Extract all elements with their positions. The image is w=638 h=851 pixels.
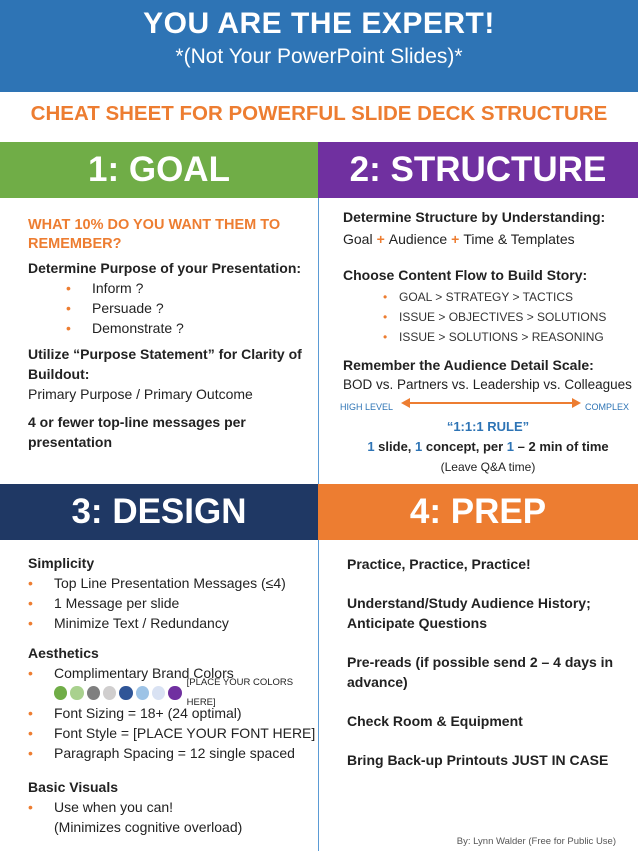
- goal-section: [28, 216, 306, 452]
- structure-heading: 2: STRUCTURE: [318, 142, 638, 198]
- goal-messages: 4 or fewer top-line messages per presentation: [28, 414, 246, 450]
- list-item: • Paragraph Spacing = 12 single spaced: [28, 743, 318, 763]
- list-item: • Use when you can!: [28, 797, 318, 817]
- structure-scale-title: Remember the Audience Detail Scale:: [343, 357, 594, 373]
- rule-note: (Leave Q&A time): [440, 460, 536, 474]
- structure-scale-text: BOD vs. Partners vs. Leadership vs. Colleagues: [343, 377, 632, 392]
- audience-scale: [340, 395, 633, 412]
- goal-purpose-title: Determine Purpose of your Presentation:: [28, 260, 302, 276]
- understanding-goal: Goal: [343, 231, 373, 247]
- page-title: YOU ARE THE EXPERT!: [143, 7, 495, 40]
- column-divider-top: [318, 198, 319, 484]
- prep-item: Pre-reads (if possible send 2 – 4 days in advance): [347, 654, 614, 690]
- goal-statement-text: Primary Purpose / Primary Outcome: [28, 386, 253, 402]
- list-item: • Inform ?: [66, 278, 306, 298]
- scale-high-label: COMPLEX: [585, 402, 630, 412]
- list-item: • Font Style = [PLACE YOUR FONT HERE]: [28, 723, 318, 743]
- list-item: • Demonstrate ?: [66, 318, 306, 338]
- goal-statement-title: Utilize “Purpose Statement” for Clarity of Buildout:: [28, 346, 302, 382]
- goal-purpose-list: [66, 278, 306, 338]
- list-item: • Complimentary Brand Colors: [28, 663, 318, 683]
- color-swatch: [152, 686, 165, 700]
- plus-sign: +: [451, 231, 460, 247]
- rule-text-part: – 2 min of time: [514, 439, 609, 454]
- plus-sign: +: [376, 231, 385, 247]
- prep-section: [347, 554, 622, 770]
- rule-text: [343, 437, 633, 457]
- list-item: • 1 Message per slide: [28, 593, 318, 613]
- structure-flow-list: [383, 287, 633, 347]
- color-swatch: [70, 686, 83, 700]
- design-simplicity-list: [28, 573, 318, 633]
- design-aesthetics-list: [28, 663, 318, 683]
- design-visuals-list: [28, 797, 318, 817]
- goal-question: WHAT 10% DO YOU WANT THEM TO REMEMBER?: [28, 217, 281, 252]
- color-swatch: [87, 686, 100, 700]
- structure-understanding-line: [343, 229, 633, 249]
- rule-number: 1: [415, 439, 423, 454]
- scale-low-label: HIGH LEVEL: [340, 402, 394, 412]
- rule-text-part: slide,: [374, 439, 416, 454]
- brand-color-swatches: [28, 677, 318, 708]
- design-heading: 3: DESIGN: [0, 484, 318, 540]
- understanding-audience: Audience: [388, 231, 448, 247]
- structure-flow-title: Choose Content Flow to Build Story:: [343, 267, 588, 283]
- structure-section: [340, 207, 633, 477]
- swatch-placeholder-label: [PLACE YOUR COLORS HERE]: [186, 677, 294, 708]
- title-banner: [0, 0, 638, 92]
- rule-text-part: concept, per: [422, 439, 507, 454]
- design-visuals-note: (Minimizes cognitive overload): [54, 819, 243, 835]
- understanding-time: Time & Templates: [463, 231, 575, 247]
- list-item: • ISSUE > OBJECTIVES > SOLUTIONS: [383, 307, 633, 327]
- list-item: • Font Sizing = 18+ (24 optimal): [28, 703, 318, 723]
- double-arrow-icon: [401, 395, 581, 411]
- prep-item: Understand/Study Audience History; Anticipate Questions: [347, 595, 591, 631]
- list-item: • ISSUE > SOLUTIONS > REASONING: [383, 327, 633, 347]
- list-item: • Minimize Text / Redundancy: [28, 613, 318, 633]
- page-subtitle: *(Not Your PowerPoint Slides)*: [175, 45, 463, 68]
- prep-heading: 4: PREP: [318, 484, 638, 540]
- prep-item: Check Room & Equipment: [347, 713, 523, 729]
- list-item: • GOAL > STRATEGY > TACTICS: [383, 287, 633, 307]
- rule-number: 1: [506, 439, 515, 454]
- design-font-list: [28, 703, 318, 763]
- list-item: • Top Line Presentation Messages (≤4): [28, 573, 318, 593]
- color-swatch: [54, 686, 67, 700]
- column-divider-bottom: [318, 540, 319, 851]
- color-swatch: [136, 686, 149, 700]
- cheat-sheet-title: CHEAT SHEET FOR POWERFUL SLIDE DECK STRUCTURE: [30, 102, 608, 125]
- color-swatch: [103, 686, 116, 700]
- design-aesthetics-title: Aesthetics: [28, 645, 99, 661]
- list-item: • Persuade ?: [66, 298, 306, 318]
- design-visuals-title: Basic Visuals: [28, 779, 119, 795]
- author-credit: By: Lynn Walder (Free for Public Use): [456, 836, 616, 847]
- goal-heading: 1: GOAL: [0, 142, 318, 198]
- color-swatch: [168, 686, 181, 700]
- rule-number: 1: [367, 439, 375, 454]
- color-swatch: [119, 686, 132, 700]
- rule-title: “1:1:1 RULE”: [446, 419, 530, 434]
- design-simplicity-title: Simplicity: [28, 555, 95, 571]
- structure-understanding-title: Determine Structure by Understanding:: [343, 209, 606, 225]
- prep-item: Bring Back-up Printouts JUST IN CASE: [347, 752, 609, 768]
- prep-item: Practice, Practice, Practice!: [347, 556, 531, 572]
- design-section: [28, 553, 318, 837]
